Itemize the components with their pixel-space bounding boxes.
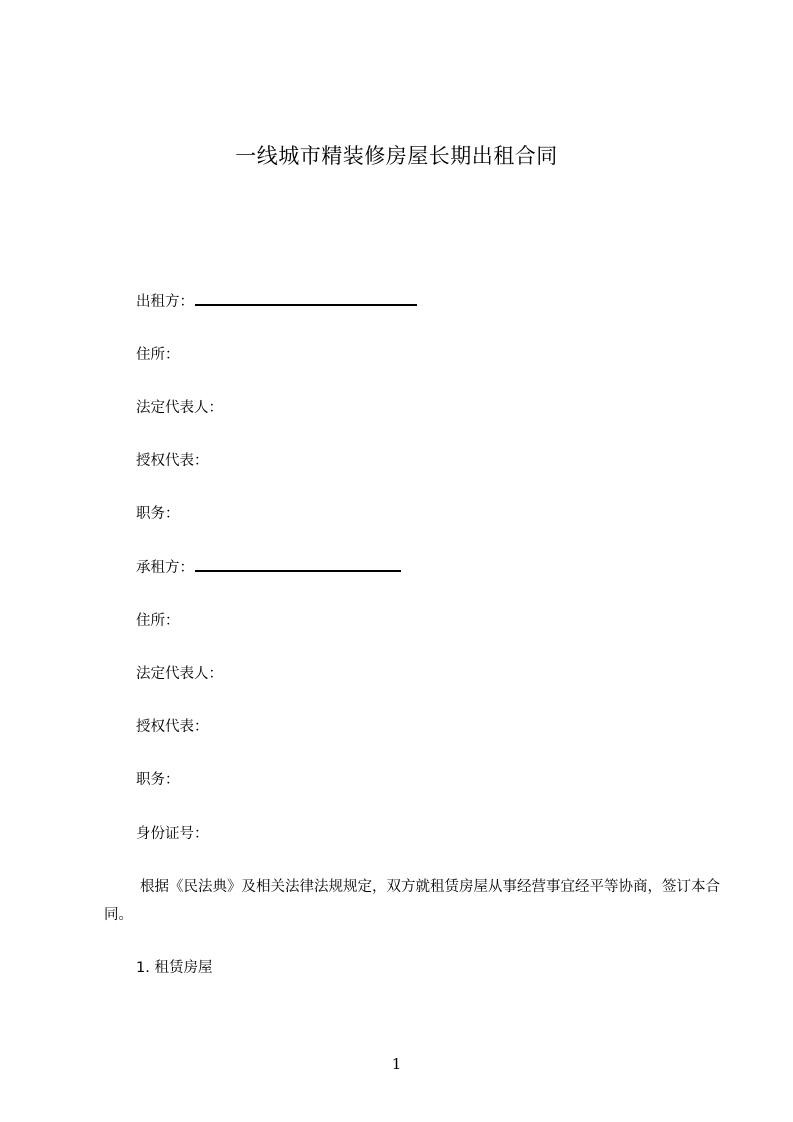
- lessee-authorized-rep-label: 授权代表：: [136, 719, 209, 735]
- lessor-blank-line: [195, 292, 417, 306]
- lessor-field: [136, 292, 417, 312]
- lessor-legal-rep-field: [136, 398, 223, 418]
- page-number: 1: [391, 1055, 402, 1073]
- lessor-authorized-rep-label: 授权代表：: [136, 453, 209, 469]
- lessor-legal-rep-label: 法定代表人：: [136, 400, 223, 416]
- lessor-label: 出租方：: [136, 294, 194, 310]
- lessee-legal-rep-field: [136, 664, 223, 684]
- lessee-address-label: 住所：: [136, 613, 180, 629]
- lessor-authorized-rep-field: [136, 451, 209, 471]
- lessor-address-label: 住所：: [136, 347, 180, 363]
- lessor-address-field: [136, 345, 180, 365]
- lessee-field: [136, 558, 401, 578]
- lessor-position-field: [136, 504, 180, 524]
- lessee-address-field: [136, 611, 180, 631]
- lessee-position-field: [136, 770, 180, 790]
- document-title: 一线城市精装修房屋长期出租合同: [235, 144, 558, 168]
- lessee-position-label: 职务：: [136, 772, 180, 788]
- lessee-authorized-rep-field: [136, 717, 209, 737]
- lessee-label: 承租方：: [136, 560, 194, 576]
- lessee-id-label: 身份证号：: [136, 826, 209, 842]
- preamble-paragraph: 根据《民法典》及相关法律法规规定，双方就租赁房屋从事经营事宜经平等协商，签订本合同。: [104, 879, 720, 923]
- lessee-blank-line: [195, 558, 401, 572]
- section-1-heading: 1. 租赁房屋: [136, 960, 213, 976]
- lessee-id-field: [136, 824, 209, 844]
- lessee-legal-rep-label: 法定代表人：: [136, 666, 223, 682]
- lessor-position-label: 职务：: [136, 506, 180, 522]
